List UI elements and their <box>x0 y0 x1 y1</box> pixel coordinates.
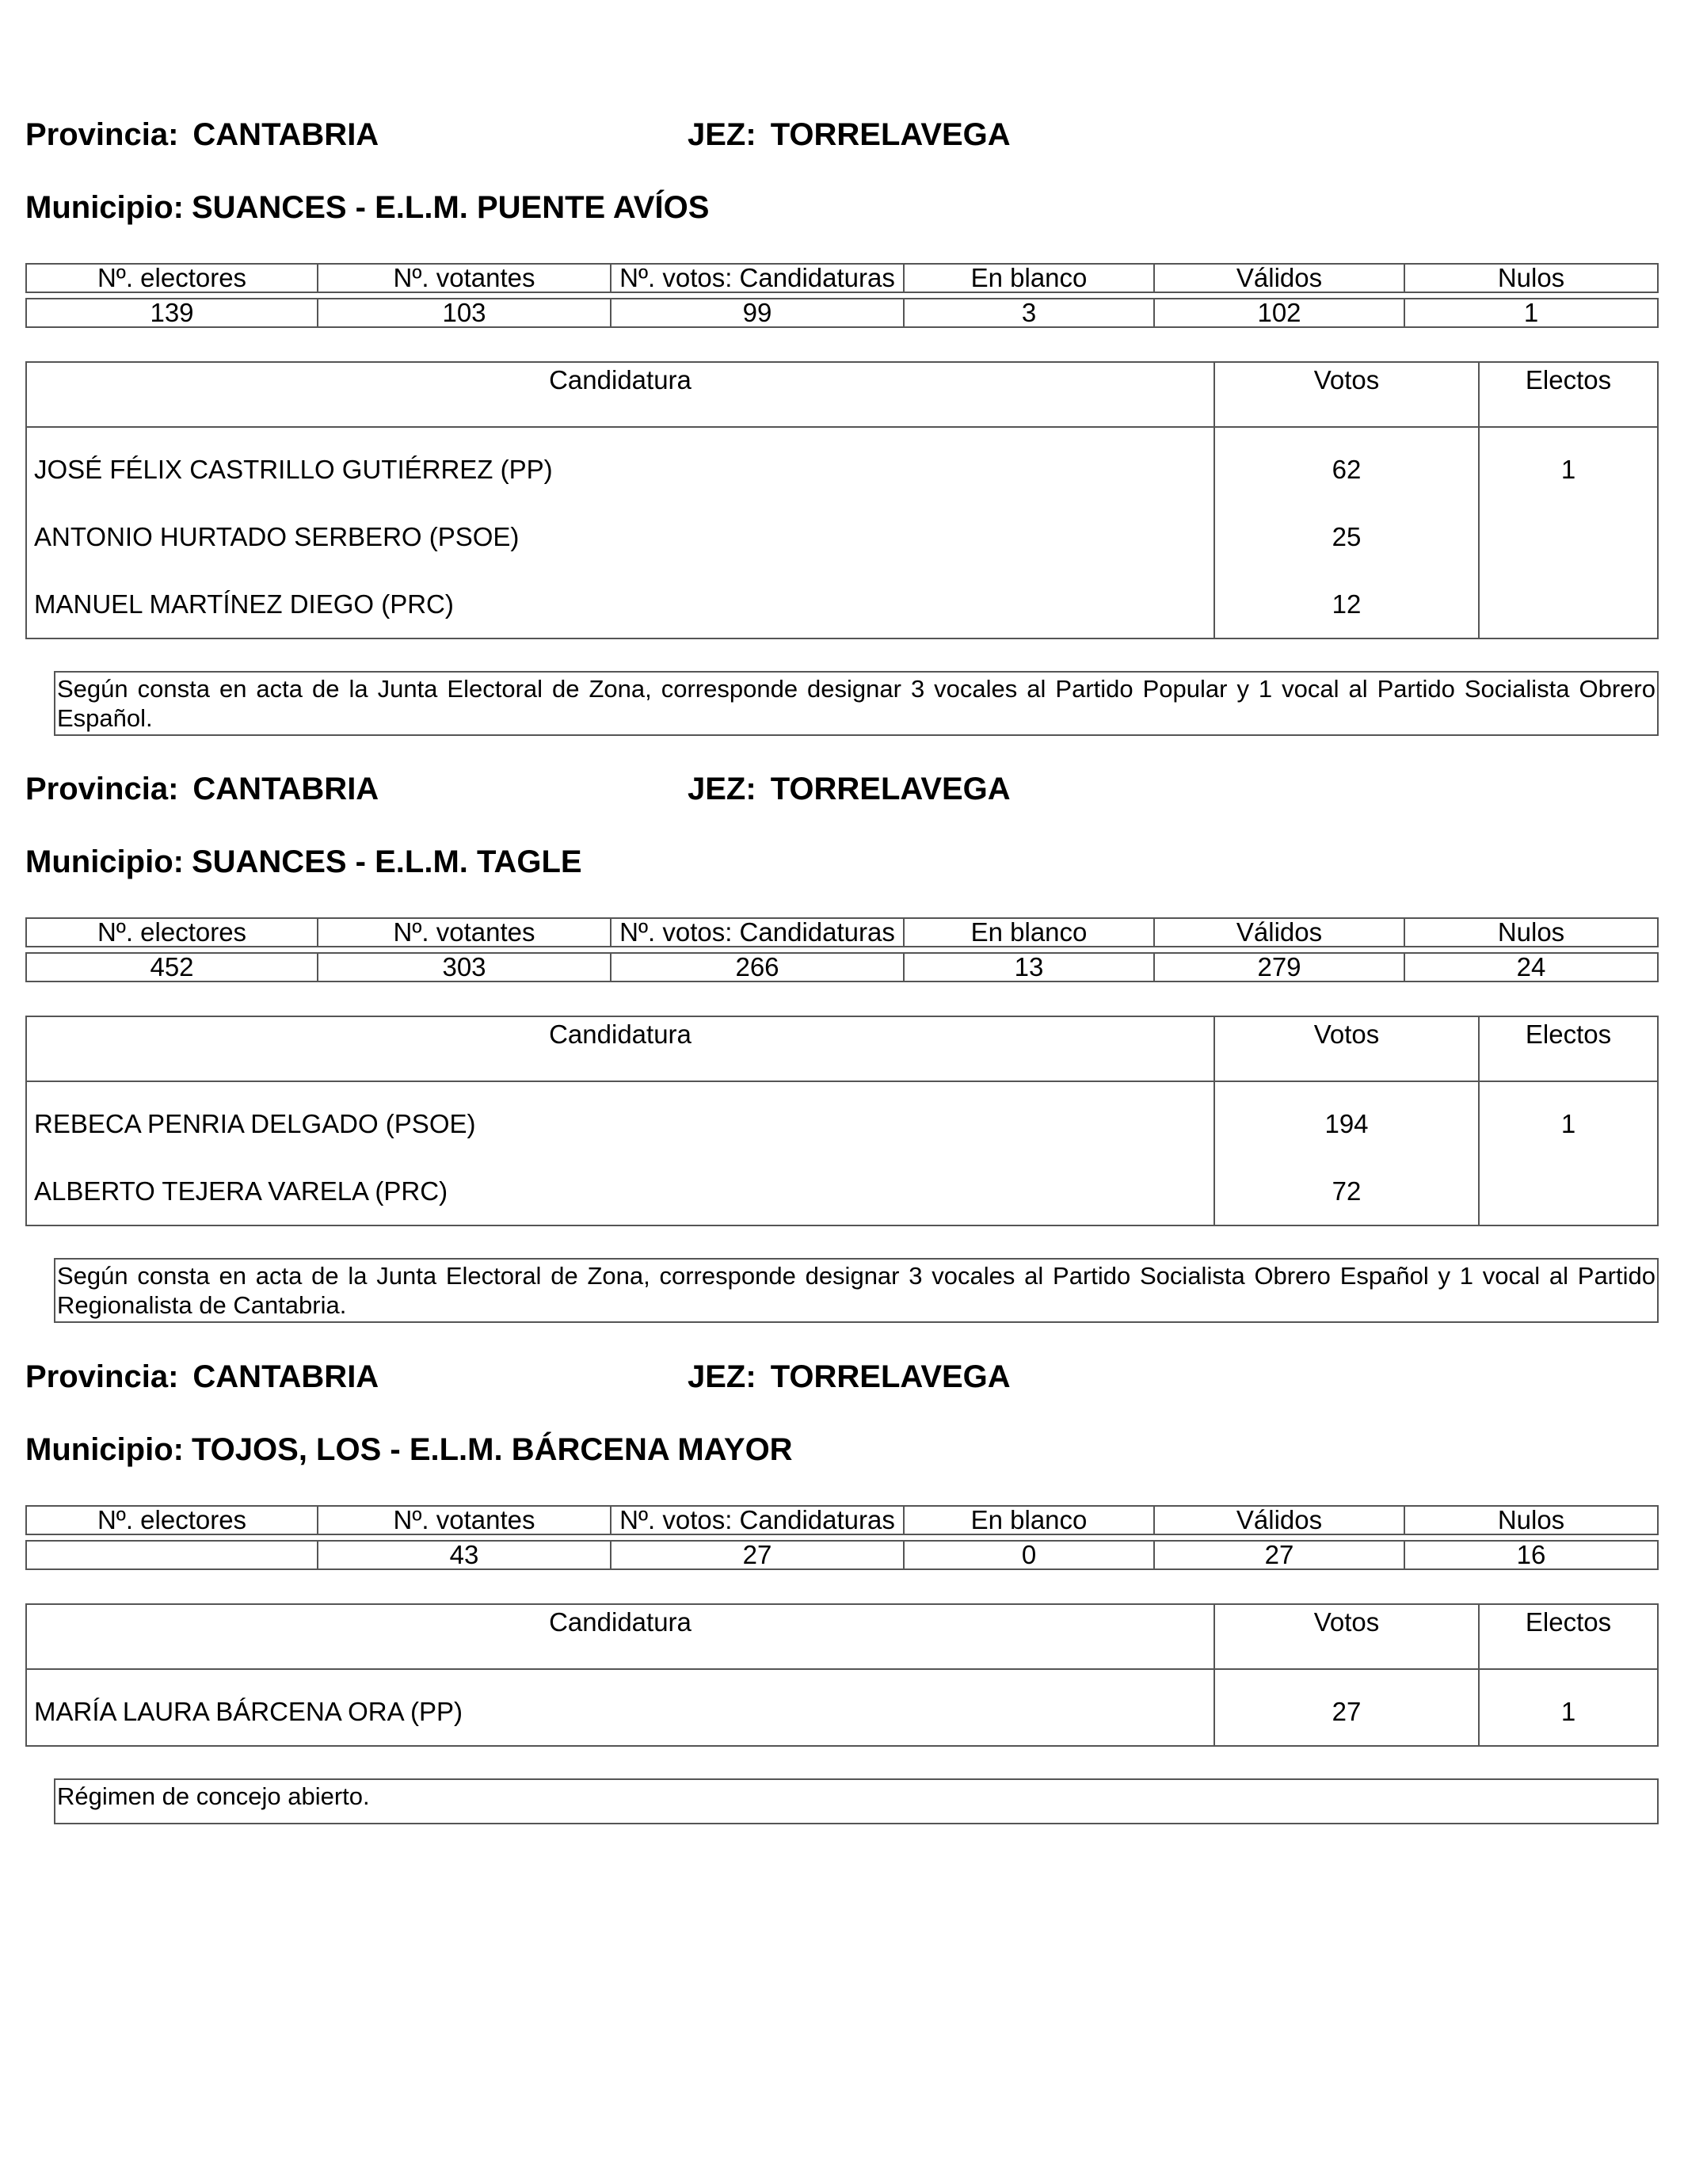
stats-header-cell: Nulos <box>1405 917 1659 947</box>
stats-header-cell: Nº. electores <box>25 917 318 947</box>
stats-value-cell: 102 <box>1155 298 1405 328</box>
header-electos: Electos <box>1525 365 1612 394</box>
municipio-value: SUANCES - E.L.M. PUENTE AVÍOS <box>191 190 710 225</box>
jez-group <box>688 1358 1011 1396</box>
stats-value-cell: 27 <box>1155 1540 1405 1570</box>
stats-value-cell: 0 <box>905 1540 1155 1570</box>
candidate-name: REBECA PENRIA DELGADO (PSOE) <box>34 1109 476 1138</box>
candidate-votes: 12 <box>1332 589 1362 619</box>
jez-value: TORRELAVEGA <box>770 772 1011 806</box>
stats-header-cell: En blanco <box>905 263 1155 293</box>
stats-value-cell: 43 <box>318 1540 611 1570</box>
candidates-table <box>25 361 1659 639</box>
candidate-elected-column <box>1480 428 1657 638</box>
candidate-votes: 27 <box>1332 1697 1362 1726</box>
jez-value: TORRELAVEGA <box>770 1359 1011 1394</box>
candidate-name-column <box>27 1082 1215 1225</box>
stats-header-row <box>25 917 1659 947</box>
header-candidatura: Candidatura <box>27 1017 1215 1081</box>
stats-header-cell: Nº. votantes <box>318 263 611 293</box>
candidate-name: JOSÉ FÉLIX CASTRILLO GUTIÉRREZ (PP) <box>34 455 553 484</box>
header-votos: Votos <box>1215 1605 1480 1668</box>
stats-value-cell: 279 <box>1155 952 1405 982</box>
municipio-value: SUANCES - E.L.M. TAGLE <box>191 844 582 879</box>
candidates-body <box>27 428 1657 638</box>
jez-label: JEZ: <box>688 117 756 152</box>
stats-header-cell: En blanco <box>905 917 1155 947</box>
header-votos: Votos <box>1215 363 1480 426</box>
candidates-header <box>27 1605 1657 1670</box>
stats-header-cell: Válidos <box>1155 263 1405 293</box>
jez-note: Régimen de concejo abierto. <box>54 1778 1659 1824</box>
candidate-elected <box>1480 570 1657 638</box>
candidates-table <box>25 1603 1659 1747</box>
stats-header-cell: Nº. votos: Candidaturas <box>611 917 905 947</box>
header-electos: Electos <box>1525 1020 1612 1049</box>
candidate-votes-column <box>1215 1082 1480 1225</box>
stats-header-cell: Válidos <box>1155 917 1405 947</box>
candidates-body <box>27 1082 1657 1225</box>
stats-value-cell: 3 <box>905 298 1155 328</box>
candidate-elected <box>1480 503 1657 570</box>
stats-value-cell: 27 <box>611 1540 905 1570</box>
stats-header-cell: Nulos <box>1405 1505 1659 1535</box>
candidate-elected-column <box>1480 1082 1657 1225</box>
candidate-votes: 72 <box>1332 1176 1362 1206</box>
provincia-value: CANTABRIA <box>192 772 379 806</box>
stats-header-cell: En blanco <box>905 1505 1155 1535</box>
candidates-table <box>25 1016 1659 1226</box>
municipio-line <box>25 189 709 227</box>
stats-value-cell: 13 <box>905 952 1155 982</box>
candidate-elected: 1 <box>1560 1109 1576 1138</box>
header-candidatura: Candidatura <box>27 1605 1215 1668</box>
header-candidatura: Candidatura <box>27 363 1215 426</box>
stats-value-cell <box>25 1540 318 1570</box>
candidate-name: MANUEL MARTÍNEZ DIEGO (PRC) <box>34 589 454 619</box>
stats-value-cell: 103 <box>318 298 611 328</box>
stats-value-row <box>25 298 1659 328</box>
stats-value-cell: 303 <box>318 952 611 982</box>
header-electos: Electos <box>1525 1607 1612 1637</box>
provincia-label: Provincia: <box>25 1359 179 1394</box>
stats-header-cell: Nº. votos: Candidaturas <box>611 1505 905 1535</box>
candidate-votes: 62 <box>1332 455 1362 484</box>
jez-note: Según consta en acta de la Junta Electoral de Zona, corresponde designar 3 vocales al Partido Socialista Obrero Español y 1 vocal al Partido Regionalista de Cantabria. <box>54 1258 1659 1323</box>
municipio-line <box>25 843 582 881</box>
candidates-header <box>27 1017 1657 1082</box>
jez-group <box>688 116 1011 154</box>
municipio-label: Municipio: <box>25 844 184 879</box>
stats-value-cell: 139 <box>25 298 318 328</box>
stats-table <box>25 258 1659 333</box>
stats-header-row <box>25 263 1659 293</box>
candidate-name: ALBERTO TEJERA VARELA (PRC) <box>34 1176 448 1206</box>
stats-value-cell: 24 <box>1405 952 1659 982</box>
candidates-body <box>27 1670 1657 1745</box>
candidate-votes: 194 <box>1324 1109 1369 1138</box>
stats-header-cell: Nº. electores <box>25 1505 318 1535</box>
jez-group <box>688 770 1011 808</box>
provincia-value: CANTABRIA <box>192 117 379 152</box>
municipio-value: TOJOS, LOS - E.L.M. BÁRCENA MAYOR <box>191 1432 793 1467</box>
municipio-label: Municipio: <box>25 190 184 225</box>
municipio-label: Municipio: <box>25 1432 184 1467</box>
stats-header-cell: Válidos <box>1155 1505 1405 1535</box>
candidate-elected-column <box>1480 1670 1657 1745</box>
election-section <box>25 1242 1659 1860</box>
candidate-name: MARÍA LAURA BÁRCENA ORA (PP) <box>34 1697 463 1726</box>
stats-value-cell: 99 <box>611 298 905 328</box>
candidate-elected: 1 <box>1560 455 1576 484</box>
stats-header-cell: Nº. votantes <box>318 1505 611 1535</box>
municipio-line <box>25 1431 793 1469</box>
provincia-line <box>25 116 1011 154</box>
candidate-votes: 25 <box>1332 522 1362 551</box>
election-section <box>25 654 1659 1319</box>
stats-header-cell: Nº. electores <box>25 263 318 293</box>
candidate-name: ANTONIO HURTADO SERBERO (PSOE) <box>34 522 520 551</box>
candidate-votes-column <box>1215 428 1480 638</box>
stats-value-cell: 266 <box>611 952 905 982</box>
jez-label: JEZ: <box>688 1359 756 1394</box>
provincia-value: CANTABRIA <box>192 1359 379 1394</box>
candidate-elected <box>1480 1157 1657 1225</box>
stats-header-cell: Nº. votantes <box>318 917 611 947</box>
stats-table <box>25 1500 1659 1575</box>
jez-label: JEZ: <box>688 772 756 806</box>
stats-value-cell: 1 <box>1405 298 1659 328</box>
jez-value: TORRELAVEGA <box>770 117 1011 152</box>
provincia-label: Provincia: <box>25 772 179 806</box>
election-section <box>25 0 1659 732</box>
stats-value-cell: 16 <box>1405 1540 1659 1570</box>
provincia-line <box>25 1358 1011 1396</box>
stats-value-row <box>25 952 1659 982</box>
stats-table <box>25 913 1659 987</box>
candidate-name-column <box>27 1670 1215 1745</box>
stats-header-row <box>25 1505 1659 1535</box>
candidate-elected: 1 <box>1560 1697 1576 1726</box>
header-votos: Votos <box>1215 1017 1480 1081</box>
jez-note: Según consta en acta de la Junta Electoral de Zona, corresponde designar 3 vocales al Partido Popular y 1 vocal al Partido Socialista Obrero Español. <box>54 671 1659 736</box>
provincia-line <box>25 770 1011 808</box>
stats-header-cell: Nulos <box>1405 263 1659 293</box>
candidates-header <box>27 363 1657 428</box>
candidate-votes-column <box>1215 1670 1480 1745</box>
stats-value-cell: 452 <box>25 952 318 982</box>
stats-value-row <box>25 1540 1659 1570</box>
candidate-name-column <box>27 428 1215 638</box>
stats-header-cell: Nº. votos: Candidaturas <box>611 263 905 293</box>
provincia-label: Provincia: <box>25 117 179 152</box>
